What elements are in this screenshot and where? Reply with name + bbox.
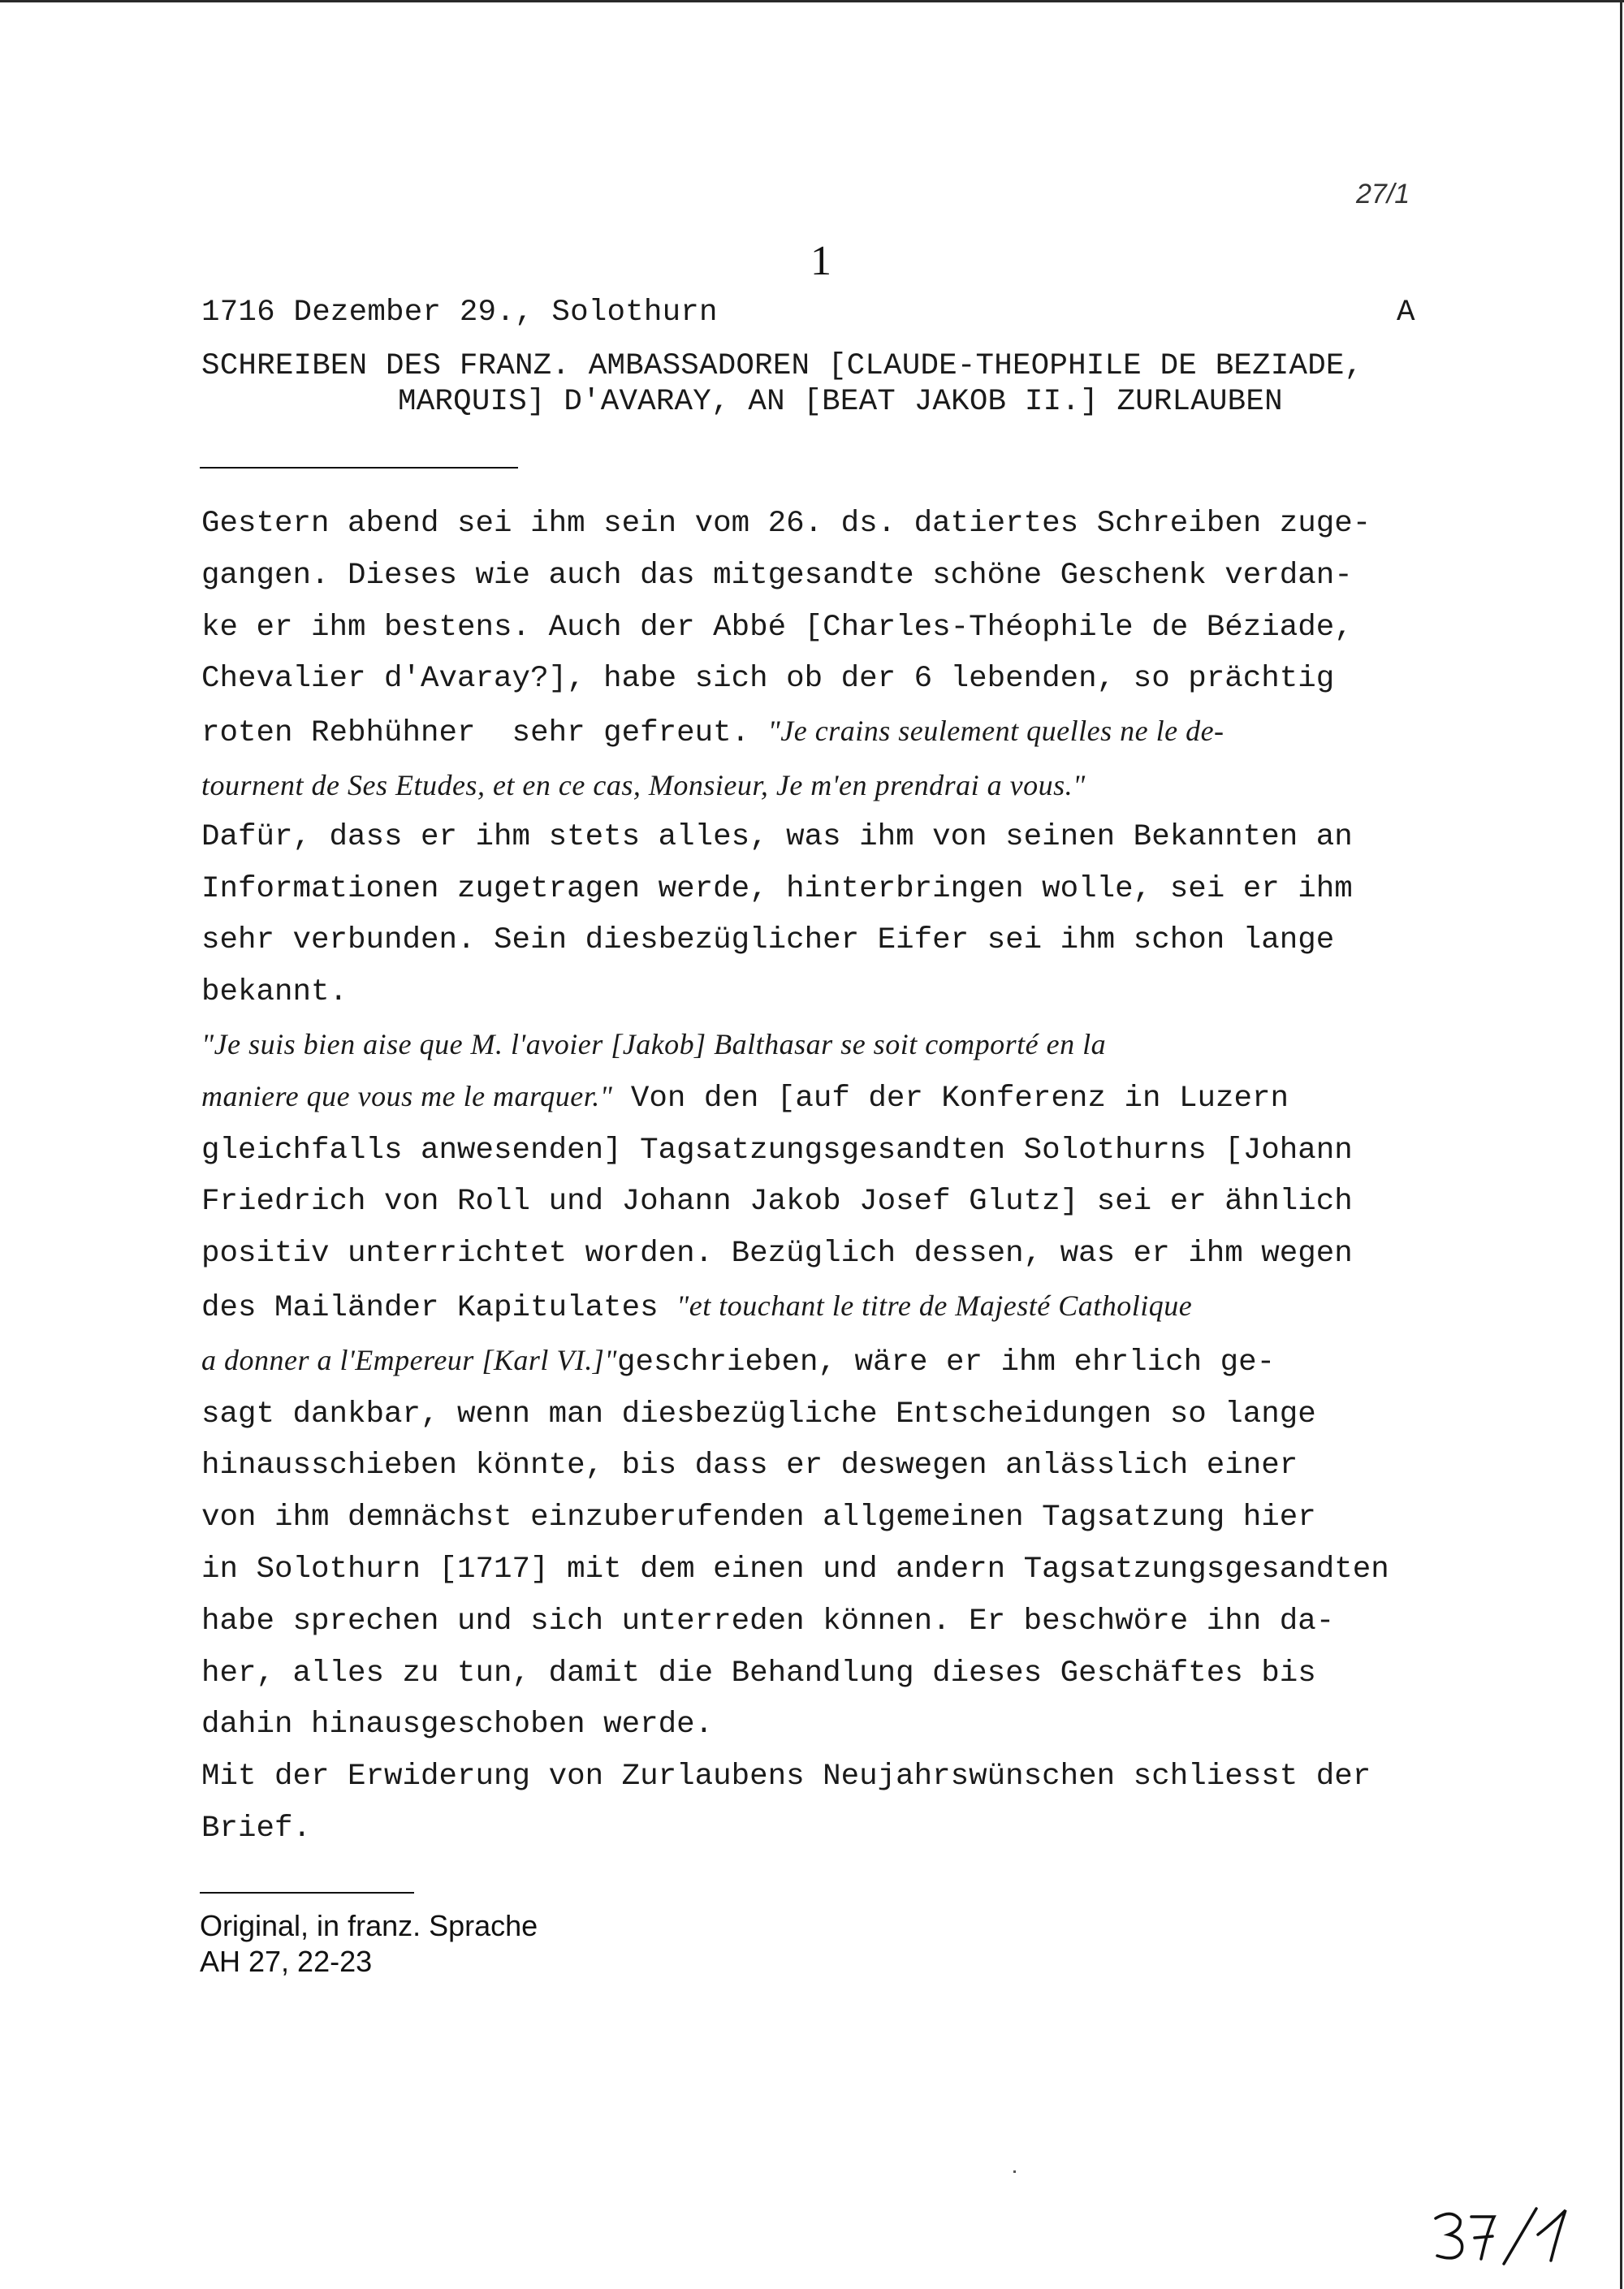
date-place: 1716 Dezember 29., Solothurn bbox=[201, 296, 718, 330]
text-line bbox=[201, 1071, 1484, 1125]
french-quote: tournent de Ses Etudes, et en ce cas, Monsieur, Je m'en prendrai a vous." bbox=[201, 768, 1086, 801]
french-quote: "Je crains seulement quelles ne le de- bbox=[767, 715, 1224, 748]
text-line: habe sprechen und sich unterreden können. Er beschwöre ihn da- bbox=[201, 1604, 1335, 1639]
french-quote: "Je suis bien aise que M. l'avoier [Jakob] Balthasar se soit comporté en la bbox=[201, 1027, 1107, 1060]
source-language: Original, in franz. Sprache bbox=[200, 1909, 538, 1942]
text-line: gangen. Dieses wie auch das mitgesandte schöne Geschenk verdan- bbox=[201, 558, 1353, 593]
text-run: roten Rebhühner sehr gefreut. bbox=[201, 716, 768, 751]
text-line bbox=[201, 706, 1484, 760]
document-title-line-1: SCHREIBEN DES FRANZ. AMBASSADOREN [CLAUDE-THEOPHILE DE BEZIADE, bbox=[201, 349, 1363, 383]
footnote-rule bbox=[200, 1892, 414, 1894]
scan-speck bbox=[1013, 2170, 1016, 2173]
text-line bbox=[201, 1281, 1484, 1335]
letter-type: A bbox=[1397, 296, 1415, 330]
text-line: Dafür, dass er ihm stets alles, was ihm von seinen Bekannten an bbox=[201, 819, 1353, 854]
text-line: Gestern abend sei ihm sein vom 26. ds. datiertes Schreiben zuge- bbox=[201, 507, 1371, 541]
text-line: bekannt. bbox=[201, 975, 348, 1010]
document-number: 1 bbox=[810, 238, 831, 284]
text-line: ke er ihm bestens. Auch der Abbé [Charles-Théophile de Béziade, bbox=[201, 610, 1353, 645]
text-line: von ihm demnächst einzuberufenden allgemeinen Tagsatzung hier bbox=[201, 1501, 1316, 1535]
handwritten-archive-number bbox=[1429, 2202, 1583, 2267]
text-line: Brief. bbox=[201, 1811, 312, 1846]
text-line: sehr verbunden. Sein diesbezüglicher Eifer sei ihm schon lange bbox=[201, 923, 1335, 958]
summary-text bbox=[201, 499, 1484, 1855]
french-quote: a donner a l'Empereur [Karl VI.]" bbox=[201, 1343, 617, 1376]
divider-rule bbox=[200, 467, 518, 469]
text-line: positiv unterrichtet worden. Bezüglich dessen, was er ihm wegen bbox=[201, 1237, 1353, 1272]
text-line: in Solothurn [1717] mit dem einen und andern Tagsatzungsgesandten bbox=[201, 1552, 1389, 1587]
text-line: Chevalier d'Avaray?], habe sich ob der 6 lebenden, so prächtig bbox=[201, 662, 1335, 697]
text-line: Informationen zugetragen werde, hinterbringen wolle, sei er ihm bbox=[201, 871, 1353, 906]
text-line bbox=[201, 1335, 1484, 1389]
text-line: Mit der Erwiderung von Zurlaubens Neujahrswünschen schliesst der bbox=[201, 1760, 1371, 1794]
text-line: her, alles zu tun, damit die Behandlung dieses Geschäftes bis bbox=[201, 1656, 1316, 1691]
source-note bbox=[200, 1908, 538, 1980]
scan-border-top bbox=[0, 0, 1624, 2]
text-line: gleichfalls anwesenden] Tagsatzungsgesandten Solothurns [Johann bbox=[201, 1133, 1353, 1168]
source-reference: AH 27, 22-23 bbox=[200, 1945, 373, 1978]
text-run: des Mailänder Kapitulates bbox=[201, 1290, 677, 1325]
text-run: Von den [auf der Konferenz in Luzern bbox=[612, 1081, 1289, 1116]
text-line: Friedrich von Roll und Johann Jakob Josef Glutz] sei er ähnlich bbox=[201, 1185, 1353, 1220]
text-run: geschrieben, wäre er ihm ehrlich ge- bbox=[616, 1345, 1276, 1380]
scan-border-right bbox=[1620, 0, 1622, 2289]
text-line: sagt dankbar, wenn man diesbezügliche Entscheidungen so lange bbox=[201, 1397, 1316, 1432]
document-title-line-2: MARQUIS] D'AVARAY, AN [BEAT JAKOB II.] ZURLAUBEN bbox=[398, 385, 1283, 419]
french-quote: "et touchant le titre de Majesté Catholique bbox=[676, 1289, 1193, 1322]
text-line: hinausschieben könnte, bis dass er deswegen anlässlich einer bbox=[201, 1449, 1298, 1484]
archive-reference: 27/1 bbox=[1356, 179, 1410, 209]
french-quote: maniere que vous me le marquer." bbox=[201, 1079, 613, 1112]
text-line: dahin hinausgeschoben werde. bbox=[201, 1708, 714, 1743]
